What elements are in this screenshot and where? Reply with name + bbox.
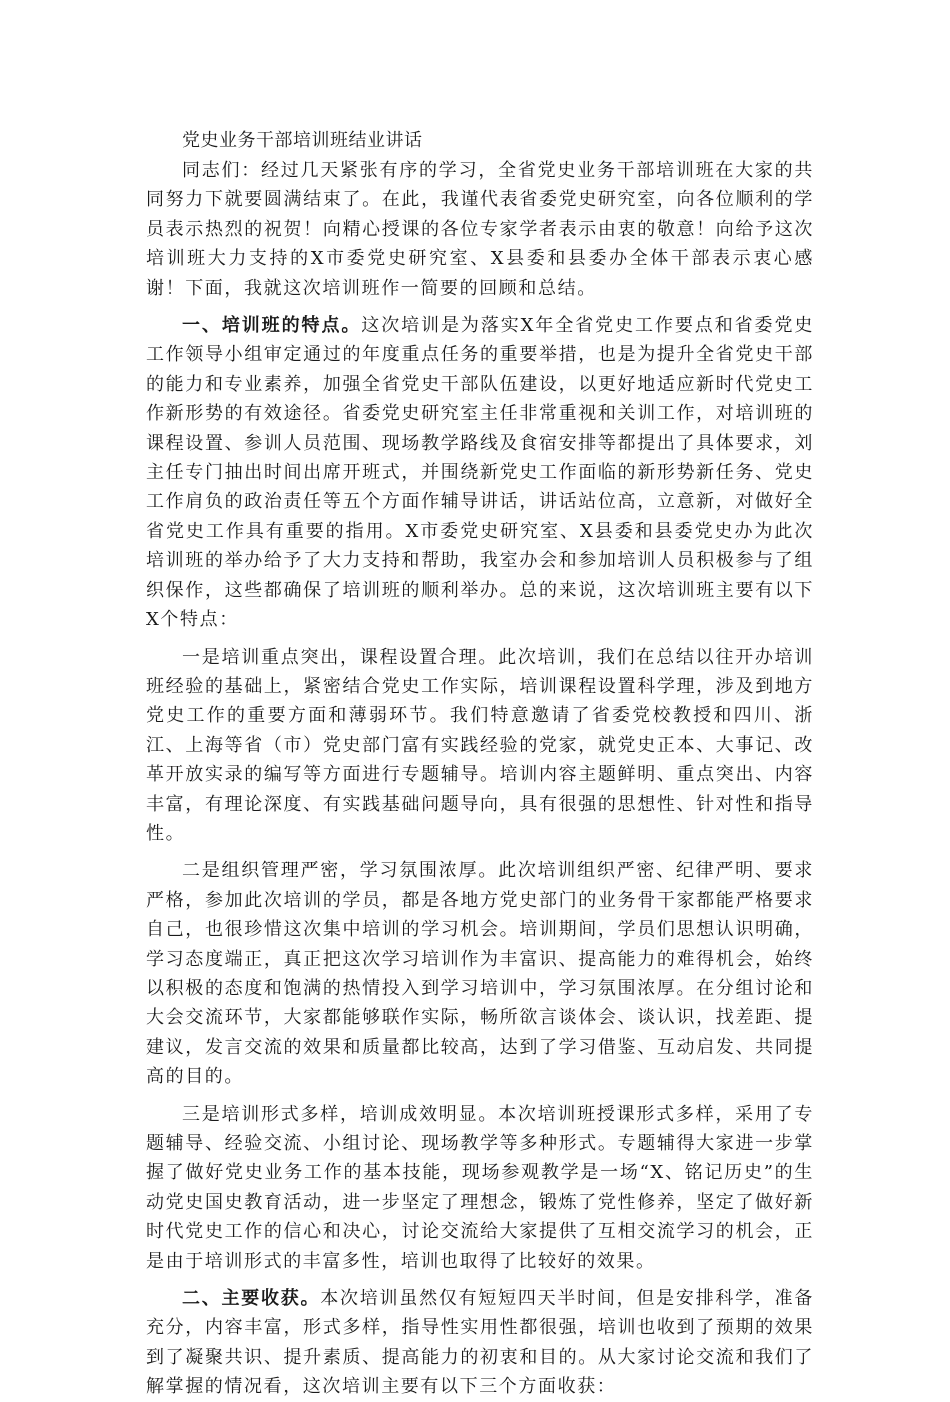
paragraph-text: 一是培训重点突出，课程设置合理。此次培训，我们在总结以往开办培训班经验的基础上，紧密结合党史工作实际，培训课程设置科学理，涉及到地方党史工作的重要方面和薄弱环节。我们特意邀请了省委党校教授和四川、浙江、上海等省（市）党史部门富有实践经验的党家，就党史正本、大事记、改革开放实录的编写等方面进行专题辅导。培训内容主题鲜明、重点突出、内容丰富，有理论深度、有实践基础问题导向，具有很强的思想性、针对性和指导性。 — [146, 646, 814, 844]
paragraph-text: 本次培训虽然仅有短短四天半时间，但是安排科学，准备充分，内容丰富，形式多样，指导性实用性都很强，培训也收到了预期的效果到了凝聚共识、提升素质、提高能力的初衷和目的。从大家讨论交流和我们了解掌握的情况看，这次培训主要有以下三个方面收获： — [146, 1288, 815, 1398]
paragraph-section-two — [146, 1284, 814, 1402]
document-page — [146, 126, 814, 1402]
paragraph-text: 同志们：经过几天紧张有序的学习，全省党史业务干部培训班在大家的共同努力下就要圆满结束了。在此，我谨代表省委党史研究室，向各位顺利的学员表示热烈的祝贺！向精心授课的各位专家学者表示由衷的敬意！向给予这次培训班大力支持的X市委党史研究室、X县委和县委办全体干部表示衷心感谢！下面，我就这次培训班作一简要的回顾和总结。 — [146, 160, 814, 299]
paragraph-section-one — [146, 311, 814, 634]
paragraph-text: 三是培训形式多样，培训成效明显。本次培训班授课形式多样，采用了专题辅导、经验交流、小组讨论、现场教学等多种形式。专题辅得大家进一步掌握了做好党史业务工作的基本技能，现场参观教学是一场“X、铭记历史”的生动党史国史教育活动，进一步坚定了理想念，锻炼了党性修养，坚定了做好新时代党史工作的信心和决心，讨论交流给大家提供了互相交流学习的机会，正是由于培训形式的丰富多性，培训也取得了比较好的效果。 — [146, 1103, 814, 1272]
paragraph-text: 二是组织管理严密，学习氛围浓厚。此次培训组织严密、纪律严明、要求严格，参加此次培训的学员，都是各地方党史部门的业务骨干家都能严格要求自己，也很珍惜这次集中培训的学习机会。培训期间，学员们思想认识明确，学习态度端正，真正把这次学习培训作为丰富识、提高能力的难得机会，始终以积极的态度和饱满的热情投入到学习培训中，学习氛围浓厚。在分组讨论和大会交流环节，大家都能够联作实际，畅所欲言谈体会、谈认识，找差距、提建议，发言交流的效果和质量都比较高，达到了学习借鉴、互动启发、共同提高的目的。 — [146, 860, 814, 1088]
document-title: 党史业务干部培训班结业讲话 — [182, 130, 423, 151]
paragraph-point-one — [146, 643, 814, 849]
section-heading: 一、培训班的特点。 — [182, 315, 362, 337]
section-heading: 二、主要收获。 — [182, 1288, 321, 1310]
paragraph-point-three — [146, 1100, 814, 1276]
paragraph-text: 这次培训是为落实X年全省党史工作要点和省委党史工作领导小组审定通过的年度重点任务的重要举措，也是为提升全省党史干部的能力和专业素养，加强全省党史干部队伍建设，以更好地适应新时代党史工作新形势的有效途径。省委党史研究室主任非常重视和关训工作，对培训班的课程设置、参训人员范围、现场教学路线及食宿安排等都提出了具体要求，刘主任专门抽出时间出席开班式，并围绕新党史工作面临的新形势新任务、党史工作肩负的政治责任等五个方面作辅导讲话，讲话站位高，立意新，对做好全省党史工作具有重要的指用。X市委党史研究室、X县委和县委党史办为此次培训班的举办给予了大力支持和帮助，我室办会和参加培训人员积极参与了组织保作，这些都确保了培训班的顺利举办。总的来说，这次培训班主要有以下X个特点： — [146, 315, 814, 631]
paragraph-opening — [146, 156, 814, 303]
paragraph-point-two — [146, 856, 814, 1091]
